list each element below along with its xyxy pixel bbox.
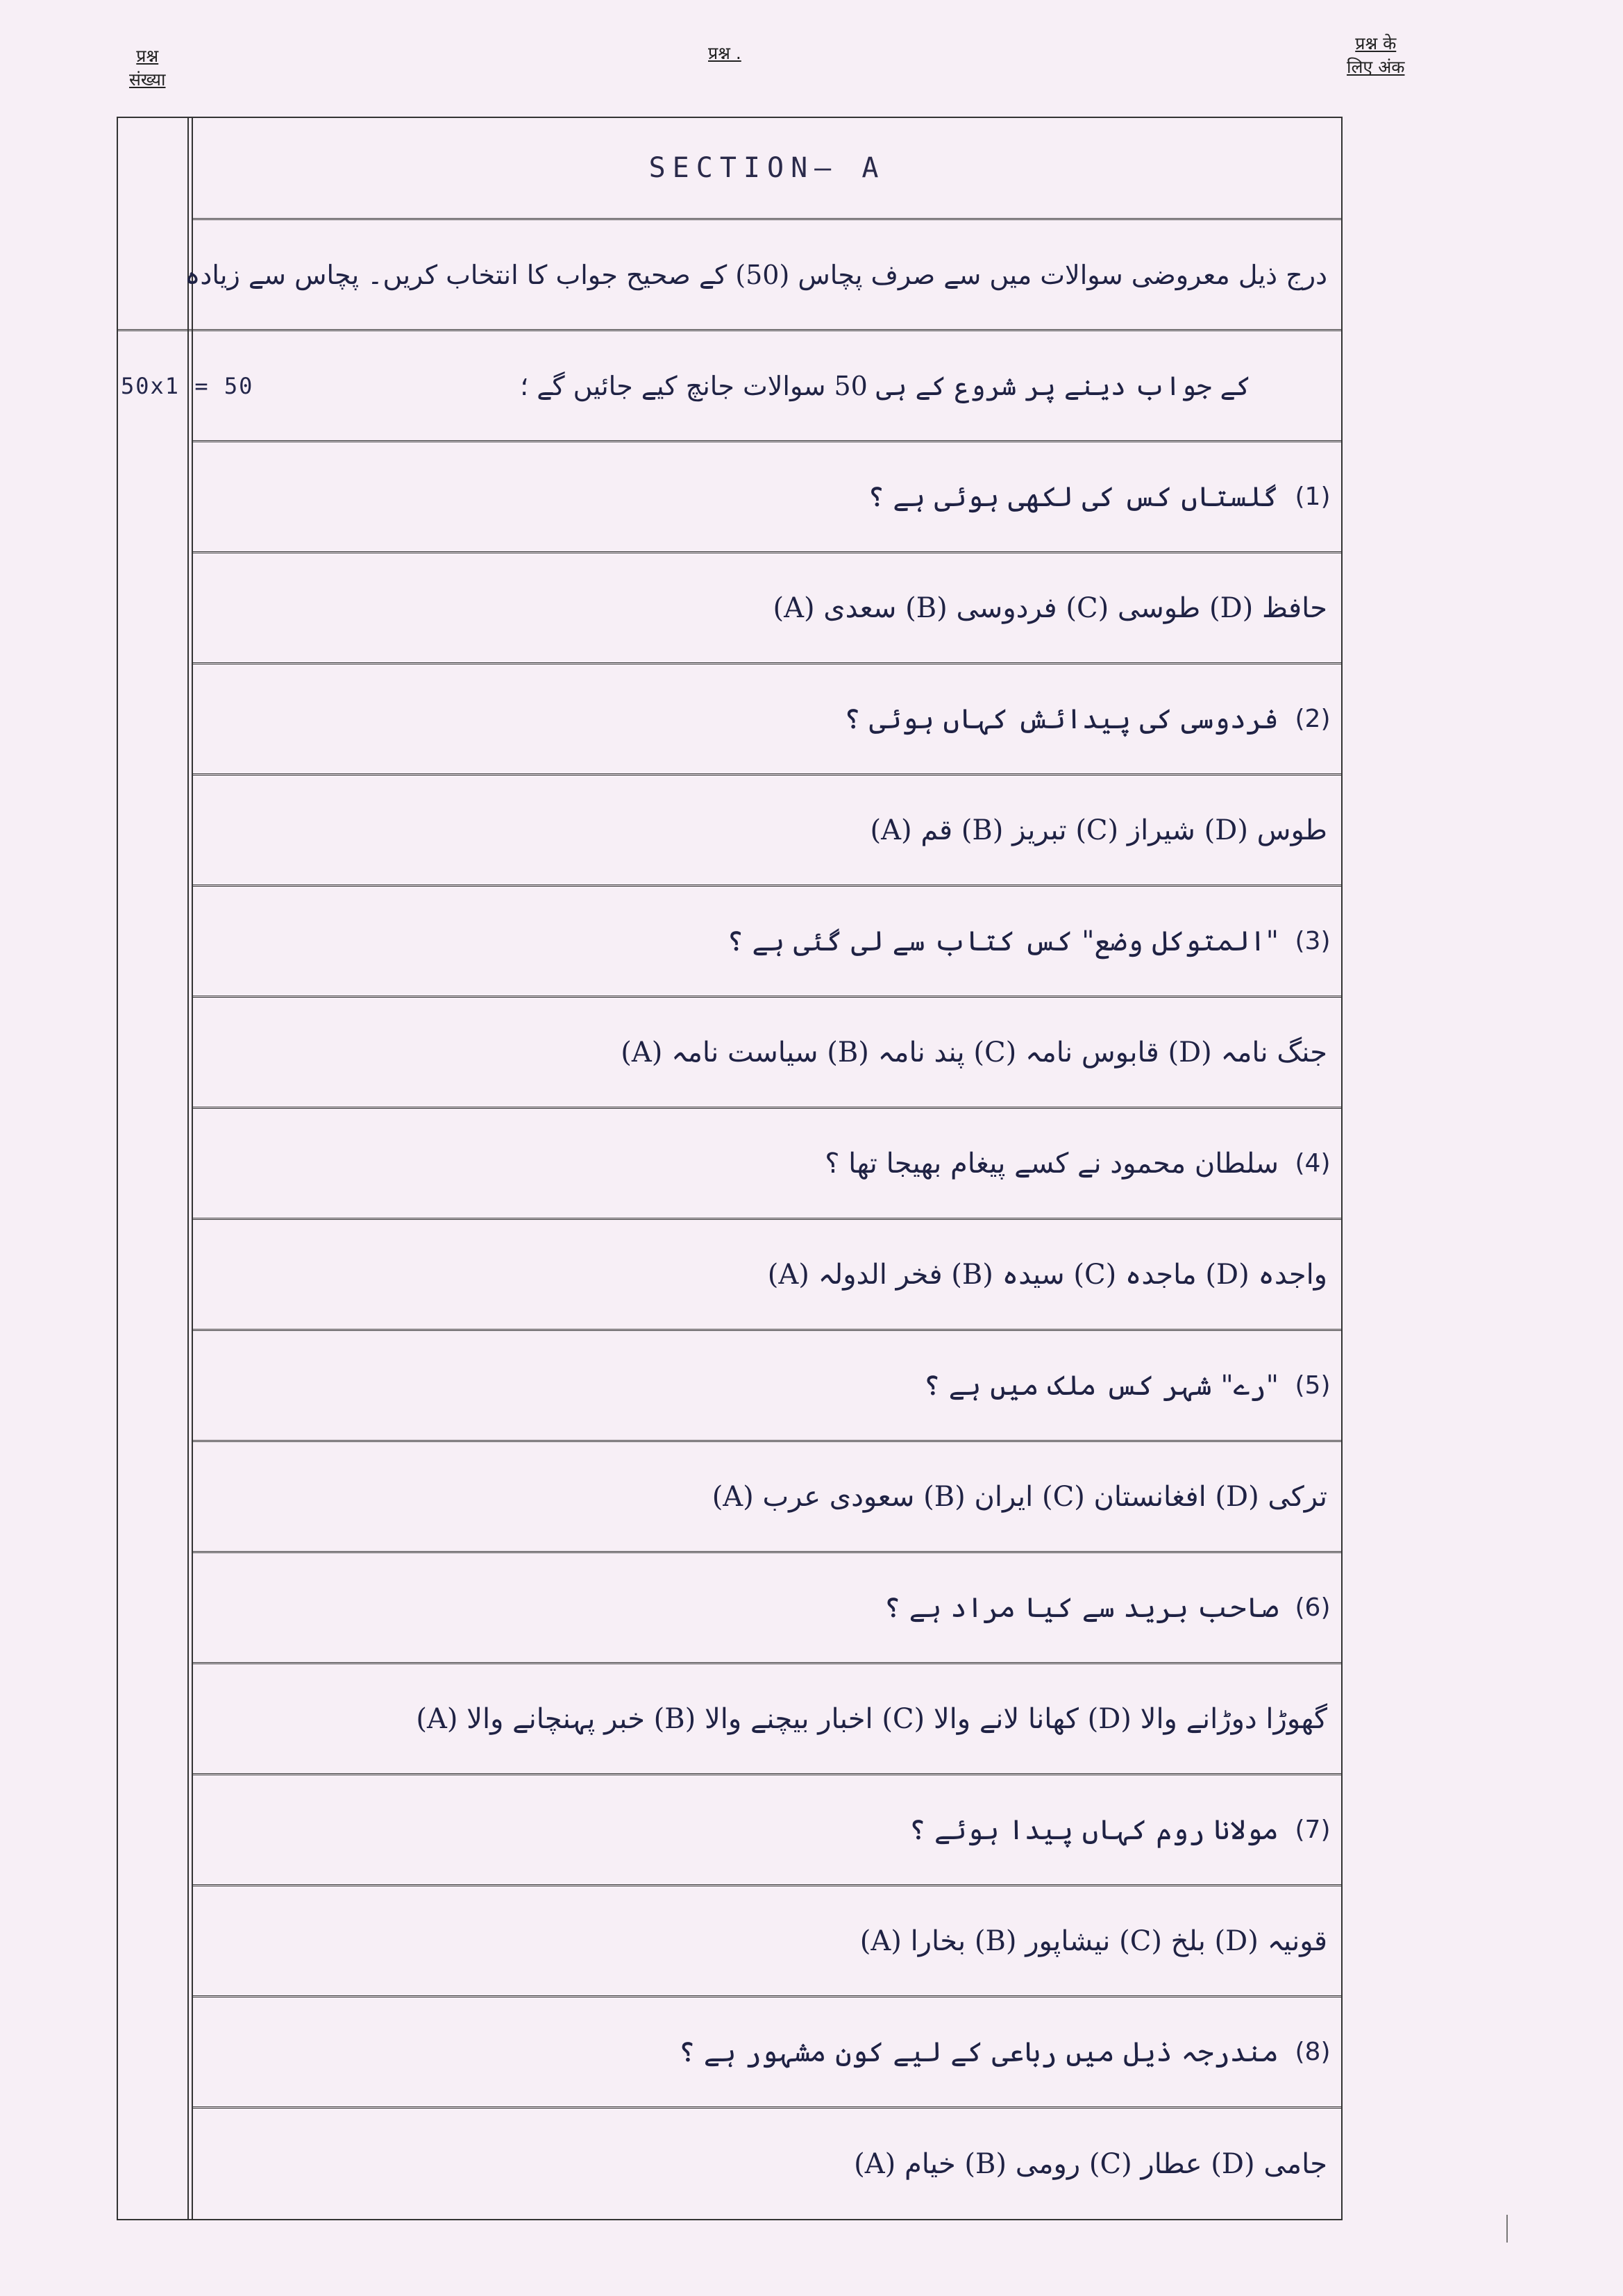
options-row [193,773,1341,885]
question-text: مندرجہ ذیل میں رباعی کے لیے کون مشہور ہے ؟ [678,2036,1279,2068]
instruction-row-2 [118,329,1341,440]
answer-options: (A) خبر پہنچانے والا (B) اخبار بیچنے والا (C) کھانا لانے والا (D) گھوڑا دوڑانے والا [416,1702,1327,1735]
answer-sheet-table [117,117,1343,2220]
question-row [193,1773,1341,1884]
header-left-line2: संख्या [129,69,166,90]
header-left-line1: प्रश्न [136,46,159,66]
question-row [193,440,1341,551]
answer-options: (A) سیاست نامہ (B) پند نامہ (C) قابوس نامہ (D) جنگ نامہ [621,1036,1327,1069]
answer-options: (A) خیام (B) رومی (C) عطار (D) جامی [854,2147,1327,2180]
header-right-line2: लिए अंक [1347,57,1405,77]
question-row [193,1107,1341,1218]
options-row [193,1218,1341,1329]
answer-options: (A) سعودی عرب (B) ایران (C) افغانستان (D) ترکی [712,1480,1327,1513]
section-header-row [193,118,1341,218]
header-question-label: प्रश्न . [708,43,741,63]
question-text: "رے" شہر کس ملک میں ہے ؟ [923,1369,1279,1402]
instruction-line-2: کے جواب دینے پر شروع کے ہی 50 سوالات جانچ کیے جائیں گے ؛ [520,370,1251,401]
question-text: گلستاں کس کی لکھی ہوئی ہے ؟ [868,480,1279,513]
question-text: "المتوکل وضع" کس کتاب سے لی گئی ہے ؟ [727,925,1279,957]
question-text: سلطان محمود نے کسے پیغام بھیجا تھا ؟ [825,1147,1279,1180]
question-number: (3) [1295,927,1331,955]
answer-options: (A) فخر الدولہ (B) سیدہ (C) ماجدہ (D) واجدہ [767,1258,1327,1291]
header-right-line1: प्रश्न के [1355,33,1397,53]
section-title: SECTION— A [648,152,886,184]
question-number: (2) [1295,705,1331,733]
marks-allocation: 50x1 = 50 [121,372,254,399]
question-text: صاحب برید سے کیا مراد ہے ؟ [884,1591,1279,1624]
answer-options: (A) قم (B) تبریز (C) شیراز (D) طوس [870,814,1327,846]
question-text: مولانا روم کہاں پیدا ہوئے ؟ [909,1813,1279,1846]
instruction-row-1 [185,218,1341,329]
page-edge-mark [1506,2215,1508,2243]
question-number: (8) [1295,2038,1331,2066]
question-number: (1) [1295,483,1331,511]
instruction-line-1: درج ذیل معروضی سوالات میں سے صرف پچاس (50) کے صحیح جواب کا انتخاب کریں۔ پچاس سے زیادہ [185,259,1327,290]
question-text: فردوسی کی پیدائش کہاں ہوئی ؟ [843,703,1279,735]
question-number: (4) [1295,1149,1331,1178]
options-row [193,1662,1341,1773]
question-row [193,1995,1341,2106]
question-row [193,1551,1341,1662]
options-row [193,1884,1341,1995]
options-row [193,1440,1341,1551]
header-marks-label [1347,32,1405,79]
options-row [193,996,1341,1107]
header-question-number-label [129,44,166,92]
options-row [193,2106,1341,2219]
question-row [193,662,1341,773]
options-row [193,551,1341,662]
question-number: (6) [1295,1593,1331,1622]
answer-options: (A) سعدی (B) فردوسی (C) طوسی (D) حافظ [773,592,1327,624]
question-number: (7) [1295,1816,1331,1844]
answer-options: (A) بخارا (B) نیشاپور (C) بلخ (D) قونیہ [859,1925,1327,1957]
question-row [193,1329,1341,1440]
question-row [193,885,1341,996]
question-number: (5) [1295,1371,1331,1400]
